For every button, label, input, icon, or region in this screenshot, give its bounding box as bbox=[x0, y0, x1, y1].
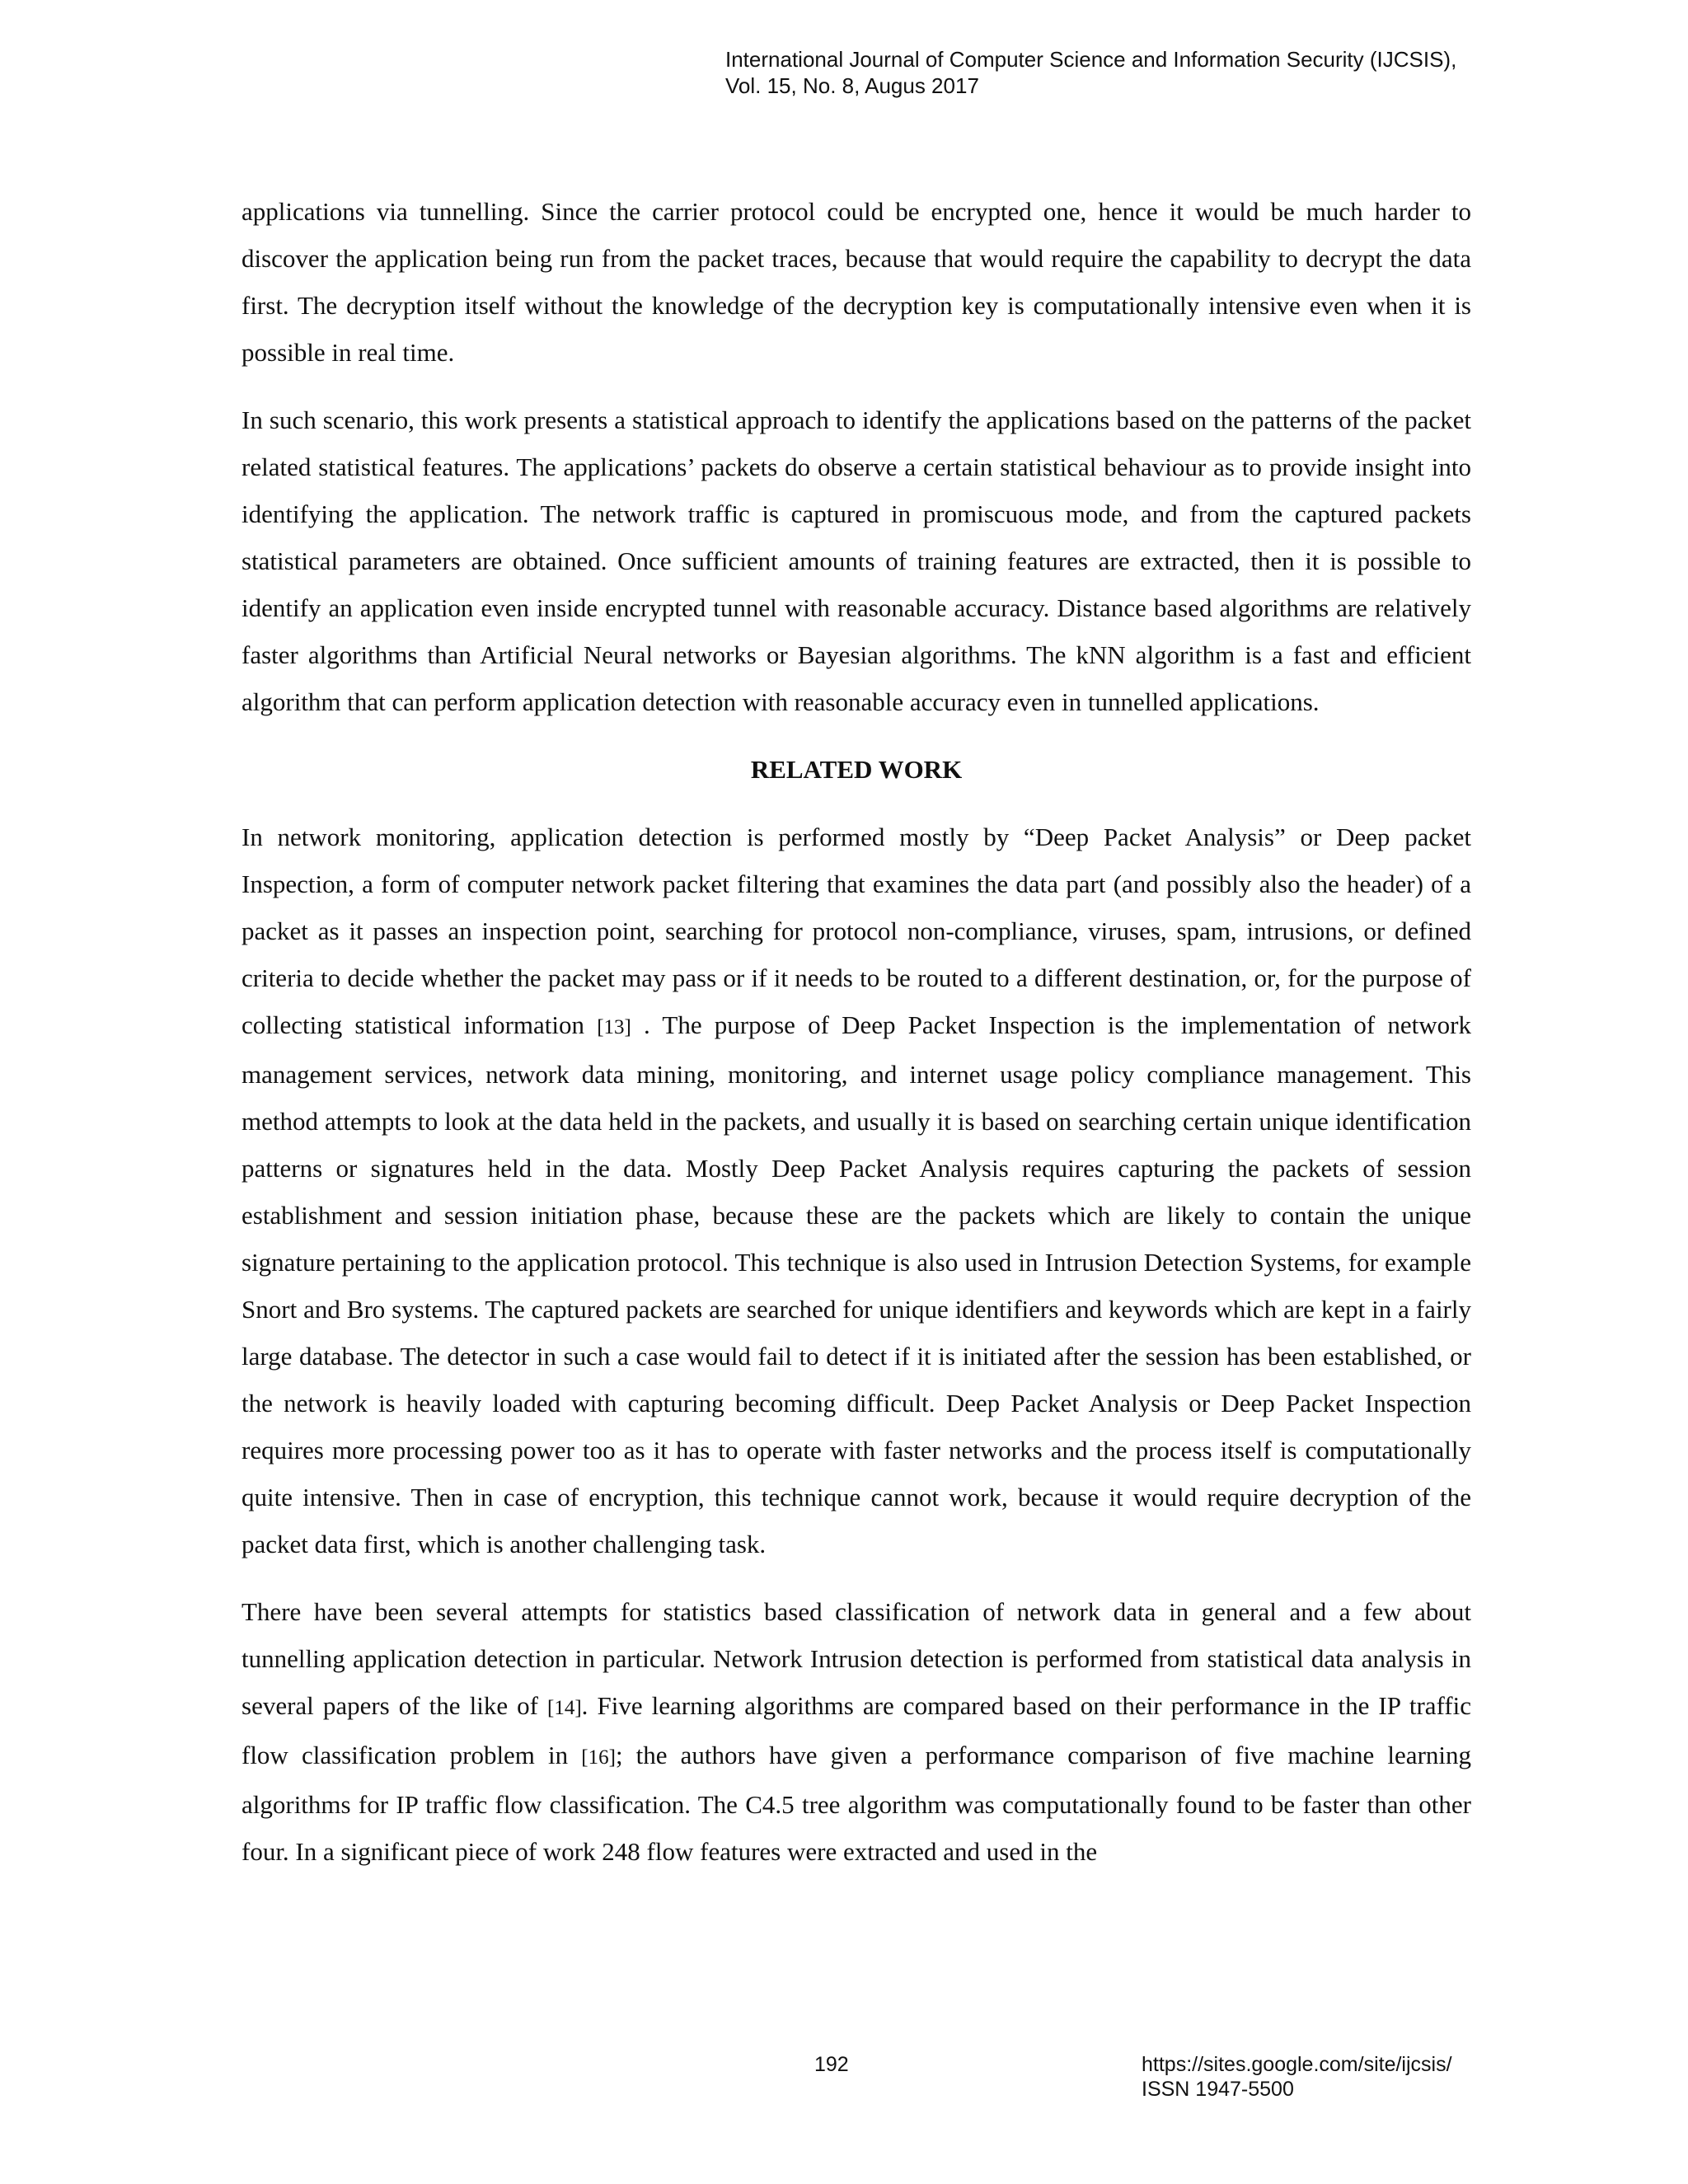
paragraph-3-text-a: In network monitoring, application detection is performed mostly by “Deep Packet Analysis” or Deep packet Inspection, a form of computer network packet filtering that examines the data part (and possibly also the header) of a packet as it passes an inspection point, searching for protocol non-compliance, viruses, spam, intrusions, or defined criteria to decide whether the packet may pass or if it needs to be routed to a different destination, or, for the purpose of collecting statistical information bbox=[241, 823, 1471, 1039]
journal-volume-line: Vol. 15, No. 8, Augus 2017 bbox=[725, 73, 979, 98]
issn-label: ISSN 1947-5500 bbox=[1142, 2078, 1294, 2101]
citation-16: [16] bbox=[581, 1746, 616, 1769]
paragraph-1: applications via tunnelling. Since the carrier protocol could be encrypted one, hence it would be much harder to discover the application being run from the packet traces, because that would require the capability to decrypt the data first. The decryption itself without the knowledge of the decryption key is computationally intensive even when it is possible in real time. bbox=[241, 197, 1471, 367]
paragraph-2: In such scenario, this work presents a statistical approach to identify the applications based on the patterns of the packet related statistical features. The applications’ packets do observe a certain statistical behaviour as to provide insight into identifying the application. The network traffic is captured in promiscuous mode, and from the captured packets statistical parameters are obtained. Once sufficient amounts of training features are extracted, then it is possible to identify an application even inside encrypted tunnel with reasonable accuracy. Distance based algorithms are relatively faster algorithms than Artificial Neural networks or Bayesian algorithms. The kNN algorithm is a fast and efficient algorithm that can perform application detection with reasonable accuracy even in tunnelled applications. bbox=[241, 405, 1471, 716]
paragraph-4-text-c: ; the authors have given a performance comparison of five machine learning algorithms for IP traffic flow classification. The C4.5 tree algorithm was computationally found to be faster than other four. In a significant piece of work 248 flow features were extracted and used in the bbox=[241, 1741, 1472, 1866]
journal-title-line: International Journal of Computer Science and Information Security (IJCSIS), bbox=[725, 47, 1457, 72]
paragraph-3 bbox=[241, 813, 1471, 1568]
journal-url: https://sites.google.com/site/ijcsis/ bbox=[1142, 2053, 1452, 2076]
page-number: 192 bbox=[814, 2053, 849, 2076]
paragraph-4 bbox=[241, 1588, 1471, 1875]
paragraph-3-text-b: . The purpose of Deep Packet Inspection is the implementation of network management services, network data mining, monitoring, and internet usage policy compliance management. This method attempts to look at the data held in the packets, and usually it is based on searching certain unique identification patterns or signatures held in the data. Mostly Deep Packet Analysis requires capturing the packets of session establishment and session initiation phase, because these are the packets which are likely to contain the unique signature pertaining to the application protocol. This technique is also used in Intrusion Detection Systems, for example Snort and Bro systems. The captured packets are searched for unique identifiers and keywords which are kept in a fairly large database. The detector in such a case would fail to detect if it is initiated after the session has been established, or the network is heavily loaded with capturing becoming difficult. Deep Packet Analysis or Deep Packet Inspection requires more processing power too as it has to operate with faster networks and the process itself is computationally quite intensive. Then in case of encryption, this technique cannot work, because it would require decryption of the packet data first, which is another challenging task. bbox=[241, 1010, 1472, 1558]
journal-header bbox=[725, 46, 1456, 99]
article-body bbox=[241, 188, 1471, 1896]
citation-14: [14] bbox=[547, 1697, 582, 1719]
footer-info bbox=[1142, 2052, 1452, 2102]
paragraph-4-text-a: There have been several attempts for statistics based classification of network data in general and a few about tunnelling application detection in particular. Network Intrusion detection is performed from statistical data analysis in several papers of the like of bbox=[241, 1597, 1471, 1720]
citation-13: [13] bbox=[597, 1016, 631, 1038]
section-heading-related-work: RELATED WORK bbox=[750, 755, 963, 784]
paragraph-4-text-b: . Five learning algorithms are compared based on their performance in the IP traffic flow classification problem in bbox=[241, 1691, 1472, 1769]
